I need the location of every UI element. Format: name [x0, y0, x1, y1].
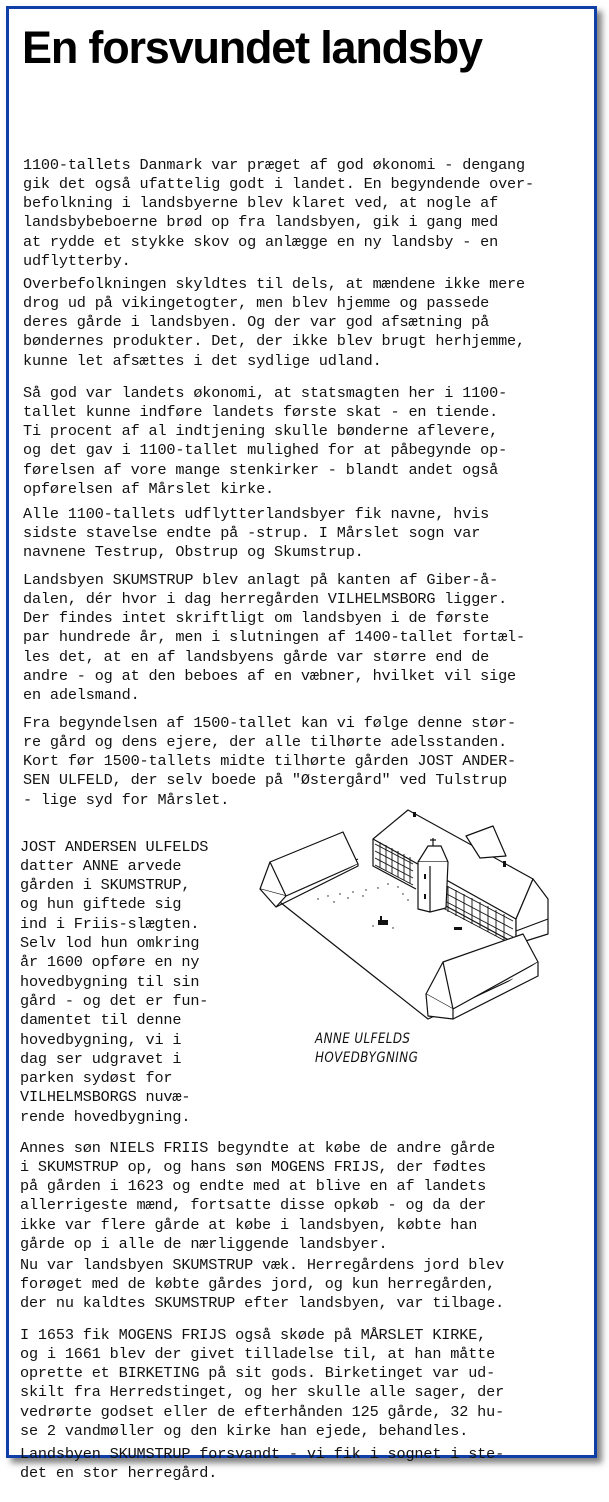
text-line: førelsen af vore mange stenkirker - blandt andet også — [23, 460, 499, 479]
text-line: dalen, dér hvor i dag herregården VILHELMSBORG ligger. — [23, 589, 508, 608]
text-line: andre - og at den beboes af en væbner, hvilket vil sige — [23, 667, 517, 686]
text-line: landsbybeboerne brød op fra landsbyen, gik i gang med — [23, 213, 499, 232]
text-line: rende hovedbygning. — [20, 1107, 191, 1126]
text-line: re gård og dens ejere, der alle tilhørte adelsstanden. — [23, 732, 508, 751]
text-line: skilt fra Herredstinget, og her skulle alle sager, der — [20, 1383, 505, 1402]
text-line: Så god var landets økonomi, at statsmagten her i 1100- — [23, 383, 508, 402]
front-wing — [426, 934, 538, 1019]
text-line: 1100-tallets Danmark var præget af god økonomi - dengang — [23, 155, 525, 174]
main-building — [373, 810, 533, 945]
text-line: datter ANNE arvede — [20, 856, 182, 875]
text-line: deres gårde i landsbyen. Og der var god afsætning på — [23, 313, 490, 332]
text-line: kunne let afsættes i det sydlige udland. — [23, 351, 382, 370]
text-line: navnene Testrup, Obstrup og Skumstrup. — [23, 543, 364, 562]
text-line: Overbefolkningen skyldtes til dels, at mændene ikke mere — [23, 274, 525, 293]
text-line: udflytterby. — [23, 252, 131, 271]
text-line: Alle 1100-tallets udflytterlandsbyer fik navne, hvis — [23, 504, 490, 523]
text-line: forøget med de købte gårdes jord, og kun herregården, — [20, 1274, 496, 1293]
text-line: Der findes intet skriftligt om landsbyen i de første — [23, 609, 490, 628]
text-line: gård - og det er fun- — [20, 991, 209, 1010]
text-line: SEN ULFELD, der selv boede på "Østergård" ved Tulstrup — [23, 771, 508, 790]
text-line: bøndernes produkter. Det, der ikke blev brugt herhjemme, — [23, 332, 525, 351]
text-line: Nu var landsbyen SKUMSTRUP væk. Herregårdens jord blev — [20, 1255, 505, 1274]
text-line: Annes søn NIELS FRIIS begyndte at købe de andre gårde — [20, 1138, 496, 1157]
text-line: på gården i 1623 og endte med at blive en af landets — [20, 1177, 487, 1196]
text-line: år 1600 opføre en ny — [20, 953, 200, 972]
text-line: Ti procent af al indtjening skulle bønderne aflevere, — [23, 422, 499, 441]
text-line: at rydde et stykke skov og anlægge en ny landsby - en — [23, 232, 499, 251]
manor-house-drawing-icon — [248, 804, 558, 1024]
text-line: par hundrede år, men i slutningen af 1400-tallet fortæl- — [23, 628, 525, 647]
text-line: Fra begyndelsen af 1500-tallet kan vi følge denne stør- — [23, 713, 517, 732]
text-line: - lige syd for Mårslet. — [23, 790, 230, 809]
paragraph-10 — [20, 1406, 504, 1502]
text-line: les det, at en af landsbyens gårde var større end de — [23, 647, 490, 666]
caption-line: ANNE ULFELDS — [315, 1031, 411, 1047]
text-line: dag ser udgravet i — [20, 1049, 182, 1068]
text-line: en adelsmand. — [23, 686, 140, 705]
text-line: I 1653 fik MOGENS FRIJS også skøde på MÅRSLET KIRKE, — [20, 1325, 487, 1344]
text-line: gik det også ufattelig godt i landet. En begyndende over- — [23, 174, 534, 193]
text-line: og det gav i 1100-tallet mulighed for at påbegynde op- — [23, 441, 508, 460]
text-line: sidste stavelse endte på -strup. I Mårslet sogn var — [23, 523, 481, 542]
text-line: Selv lod hun omkring — [20, 934, 200, 953]
text-line: VILHELMSBORGS nuvæ- — [20, 1088, 191, 1107]
text-line: Landsbyen SKUMSTRUP blev anlagt på kanten af Giber-å- — [23, 570, 499, 589]
text-line: hovedbygning til sin — [20, 972, 200, 991]
text-line: og i 1661 blev der givet tilladelse til, at han måtte — [20, 1344, 496, 1363]
text-line: og hun giftede sig — [20, 895, 182, 914]
text-line: tallet kunne indføre landets første skat - en tiende. — [23, 402, 499, 421]
text-line: oprette et BIRKETING på sit gods. Birketinget var ud- — [20, 1364, 496, 1383]
text-line: Kort før 1500-tallets midte tilhørte gården JOST ANDER- — [23, 752, 517, 771]
text-line: parken sydøst for — [20, 1069, 173, 1088]
text-line: vedrørte godset eller de efterhånden 125 gårde, 32 hu- — [20, 1402, 505, 1421]
text-line: allerrigeste mænd, fortsatte disse opkøb - og da der — [20, 1196, 487, 1215]
text-line: befolkning i landsbyerne blev klaret ved, at nogle af — [23, 194, 499, 213]
text-line: hovedbygning, vi i — [20, 1030, 182, 1049]
text-line: ikke var flere gårde at købe i landsbyen, købte han — [20, 1215, 478, 1234]
text-line: gårde op i alle de nærliggende landsbyer. — [20, 1235, 388, 1254]
text-line: ind i Friis-slægten. — [20, 914, 200, 933]
text-line: damentet til denne — [20, 1011, 182, 1030]
left-wing — [260, 832, 358, 907]
text-line: det en stor herregård. — [20, 1463, 218, 1482]
text-line: gården i SKUMSTRUP, — [20, 876, 191, 895]
figure-side-text — [20, 799, 208, 1146]
text-line: drog ud på vikingetogter, men blev hjemme og passede — [23, 293, 490, 312]
text-line: se 2 vandmøller og den kirke han ejede, behandles. — [20, 1422, 469, 1441]
text-line: JOST ANDERSEN ULFELDS — [20, 837, 209, 856]
text-line: i SKUMSTRUP op, og hans søn MOGENS FRIJS, der fødtes — [20, 1157, 487, 1176]
text-line: Landsbyen SKUMSTRUP forsvandt - vi fik i sognet i ste- — [20, 1444, 505, 1463]
text-line: der nu kaldtes SKUMSTRUP efter landsbyen, var tilbage. — [20, 1294, 505, 1313]
text-line: opførelsen af Mårslet kirke. — [23, 480, 274, 499]
illustration-caption — [315, 1030, 418, 1068]
caption-line: HOVEDBYGNING — [315, 1050, 419, 1066]
article-title: En forsvundet landsby — [22, 22, 482, 73]
